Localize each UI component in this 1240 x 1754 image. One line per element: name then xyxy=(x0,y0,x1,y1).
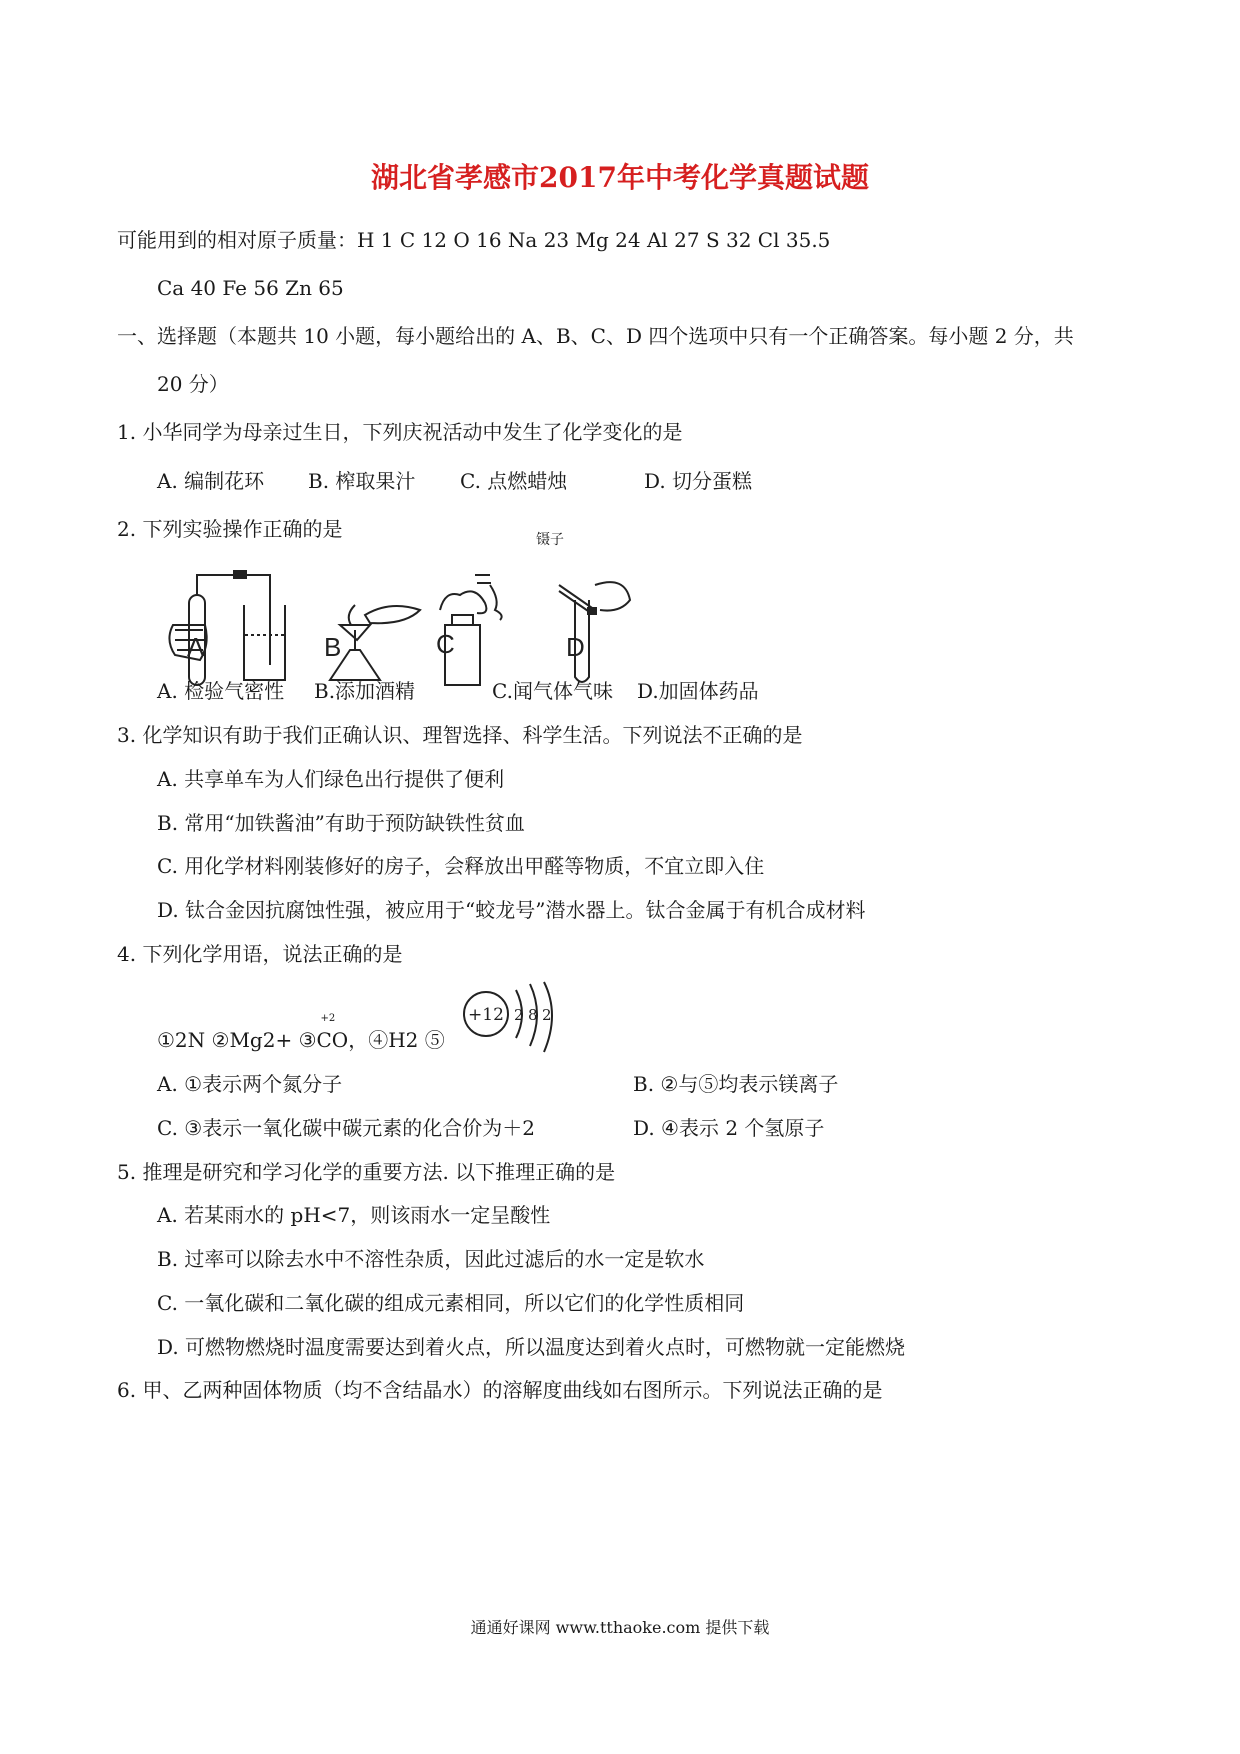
q4-co: CO xyxy=(316,1028,349,1052)
shell-3-electrons: 2 xyxy=(542,1006,552,1024)
q2-option-d: D.加固体药品 xyxy=(637,679,759,703)
q4-formula-prefix: ①2N ②Mg2+ ③ xyxy=(157,1028,317,1052)
shell-1-electrons: 2 xyxy=(514,1006,524,1024)
q4-stem: 4. 下列化学用语，说法正确的是 xyxy=(117,942,403,966)
q5-stem: 5. 推理是研究和学习化学的重要方法. 以下推理正确的是 xyxy=(117,1160,616,1184)
q2-option-c: C.闻气体气味 xyxy=(492,679,613,703)
shell-2-electrons: 8 xyxy=(528,1006,538,1024)
q4-co-formula xyxy=(316,1013,349,1052)
q5-option-c: C. 一氧化碳和二氧化碳的组成元素相同，所以它们的化学性质相同 xyxy=(157,1291,745,1315)
q2-figure-label-a: A xyxy=(187,632,205,662)
atomic-masses-line1: 可能用到的相对原子质量：H 1 C 12 O 16 Na 23 Mg 24 Al 27 S 32 Cl 35.5 xyxy=(117,228,831,252)
q1-stem: 1. 小华同学为母亲过生日，下列庆祝活动中发生了化学变化的是 xyxy=(117,420,683,444)
q5-option-b: B. 过率可以除去水中不溶性杂质，因此过滤后的水一定是软水 xyxy=(157,1247,705,1271)
q4-formula-suffix: ，④H2 ⑤ xyxy=(348,1028,445,1052)
q2-stem: 2. 下列实验操作正确的是 xyxy=(117,517,343,541)
q4-option-b: B. ②与⑤均表示镁离子 xyxy=(633,1072,839,1096)
q3-option-b: B. 常用“加铁酱油”有助于预防缺铁性贫血 xyxy=(157,811,525,835)
q2-figure-label-c: C xyxy=(436,629,455,659)
q3-stem: 3. 化学知识有助于我们正确认识、理智选择、科学生活。下列说法不正确的是 xyxy=(117,723,803,747)
q5-option-a: A. 若某雨水的 pH<7，则该雨水一定呈酸性 xyxy=(157,1203,551,1227)
q1-option-b: B. 榨取果汁 xyxy=(308,469,416,493)
page-footer: 通通好课网 www.tthaoke.com 提供下载 xyxy=(470,1618,770,1637)
q2-option-a: A. 检验气密性 xyxy=(157,679,285,703)
q2-apparatus-figures xyxy=(155,565,715,695)
q6-stem: 6. 甲、乙两种固体物质（均不含结晶水）的溶解度曲线如右图所示。下列说法正确的是 xyxy=(117,1378,883,1402)
q4-option-d: D. ④表示 2 个氢原子 xyxy=(633,1116,825,1140)
section-heading-line1: 一、选择题（本题共 10 小题，每小题给出的 A、B、C、D 四个选项中只有一个正确答案。每小题 2 分，共 xyxy=(117,324,1074,348)
q1-option-a: A. 编制花环 xyxy=(157,469,265,493)
nucleus-charge-text: +12 xyxy=(468,1005,504,1025)
q4-option-a: A. ①表示两个氮分子 xyxy=(157,1072,343,1096)
q1-option-d: D. 切分蛋糕 xyxy=(644,469,753,493)
q2-tweezers-label: 镊子 xyxy=(536,532,564,548)
q1-option-c: C. 点燃蜡烛 xyxy=(460,469,568,493)
q2-figure-label-d: D xyxy=(566,632,585,662)
magnesium-atom-structure-diagram xyxy=(460,980,570,1060)
q4-option-c: C. ③表示一氧化碳中碳元素的化合价为＋2 xyxy=(157,1116,535,1140)
q2-option-b: B.添加酒精 xyxy=(314,679,416,703)
q2-figure-label-b: B xyxy=(324,632,342,662)
alcohol-lamp-figure xyxy=(330,605,420,680)
q5-option-d: D. 可燃物燃烧时温度需要达到着火点，所以温度达到着火点时，可燃物就一定能燃烧 xyxy=(157,1335,906,1359)
atomic-masses-line2: Ca 40 Fe 56 Zn 65 xyxy=(157,276,344,300)
section-heading-line2: 20 分） xyxy=(157,372,229,396)
q3-option-d: D. 钛合金因抗腐蚀性强，被应用于“蛟龙号”潜水器上。钛合金属于有机合成材料 xyxy=(157,898,866,922)
q4-co-charge: +2 xyxy=(320,1013,336,1024)
q4-formulas xyxy=(157,1013,445,1052)
q3-option-c: C. 用化学材料刚装修好的房子，会释放出甲醛等物质，不宜立即入住 xyxy=(157,854,765,878)
airtightness-check-figure xyxy=(169,570,285,685)
page-title: 湖北省孝感市2017年中考化学真题试题 xyxy=(371,161,869,194)
q3-option-a: A. 共享单车为人们绿色出行提供了便利 xyxy=(157,767,505,791)
